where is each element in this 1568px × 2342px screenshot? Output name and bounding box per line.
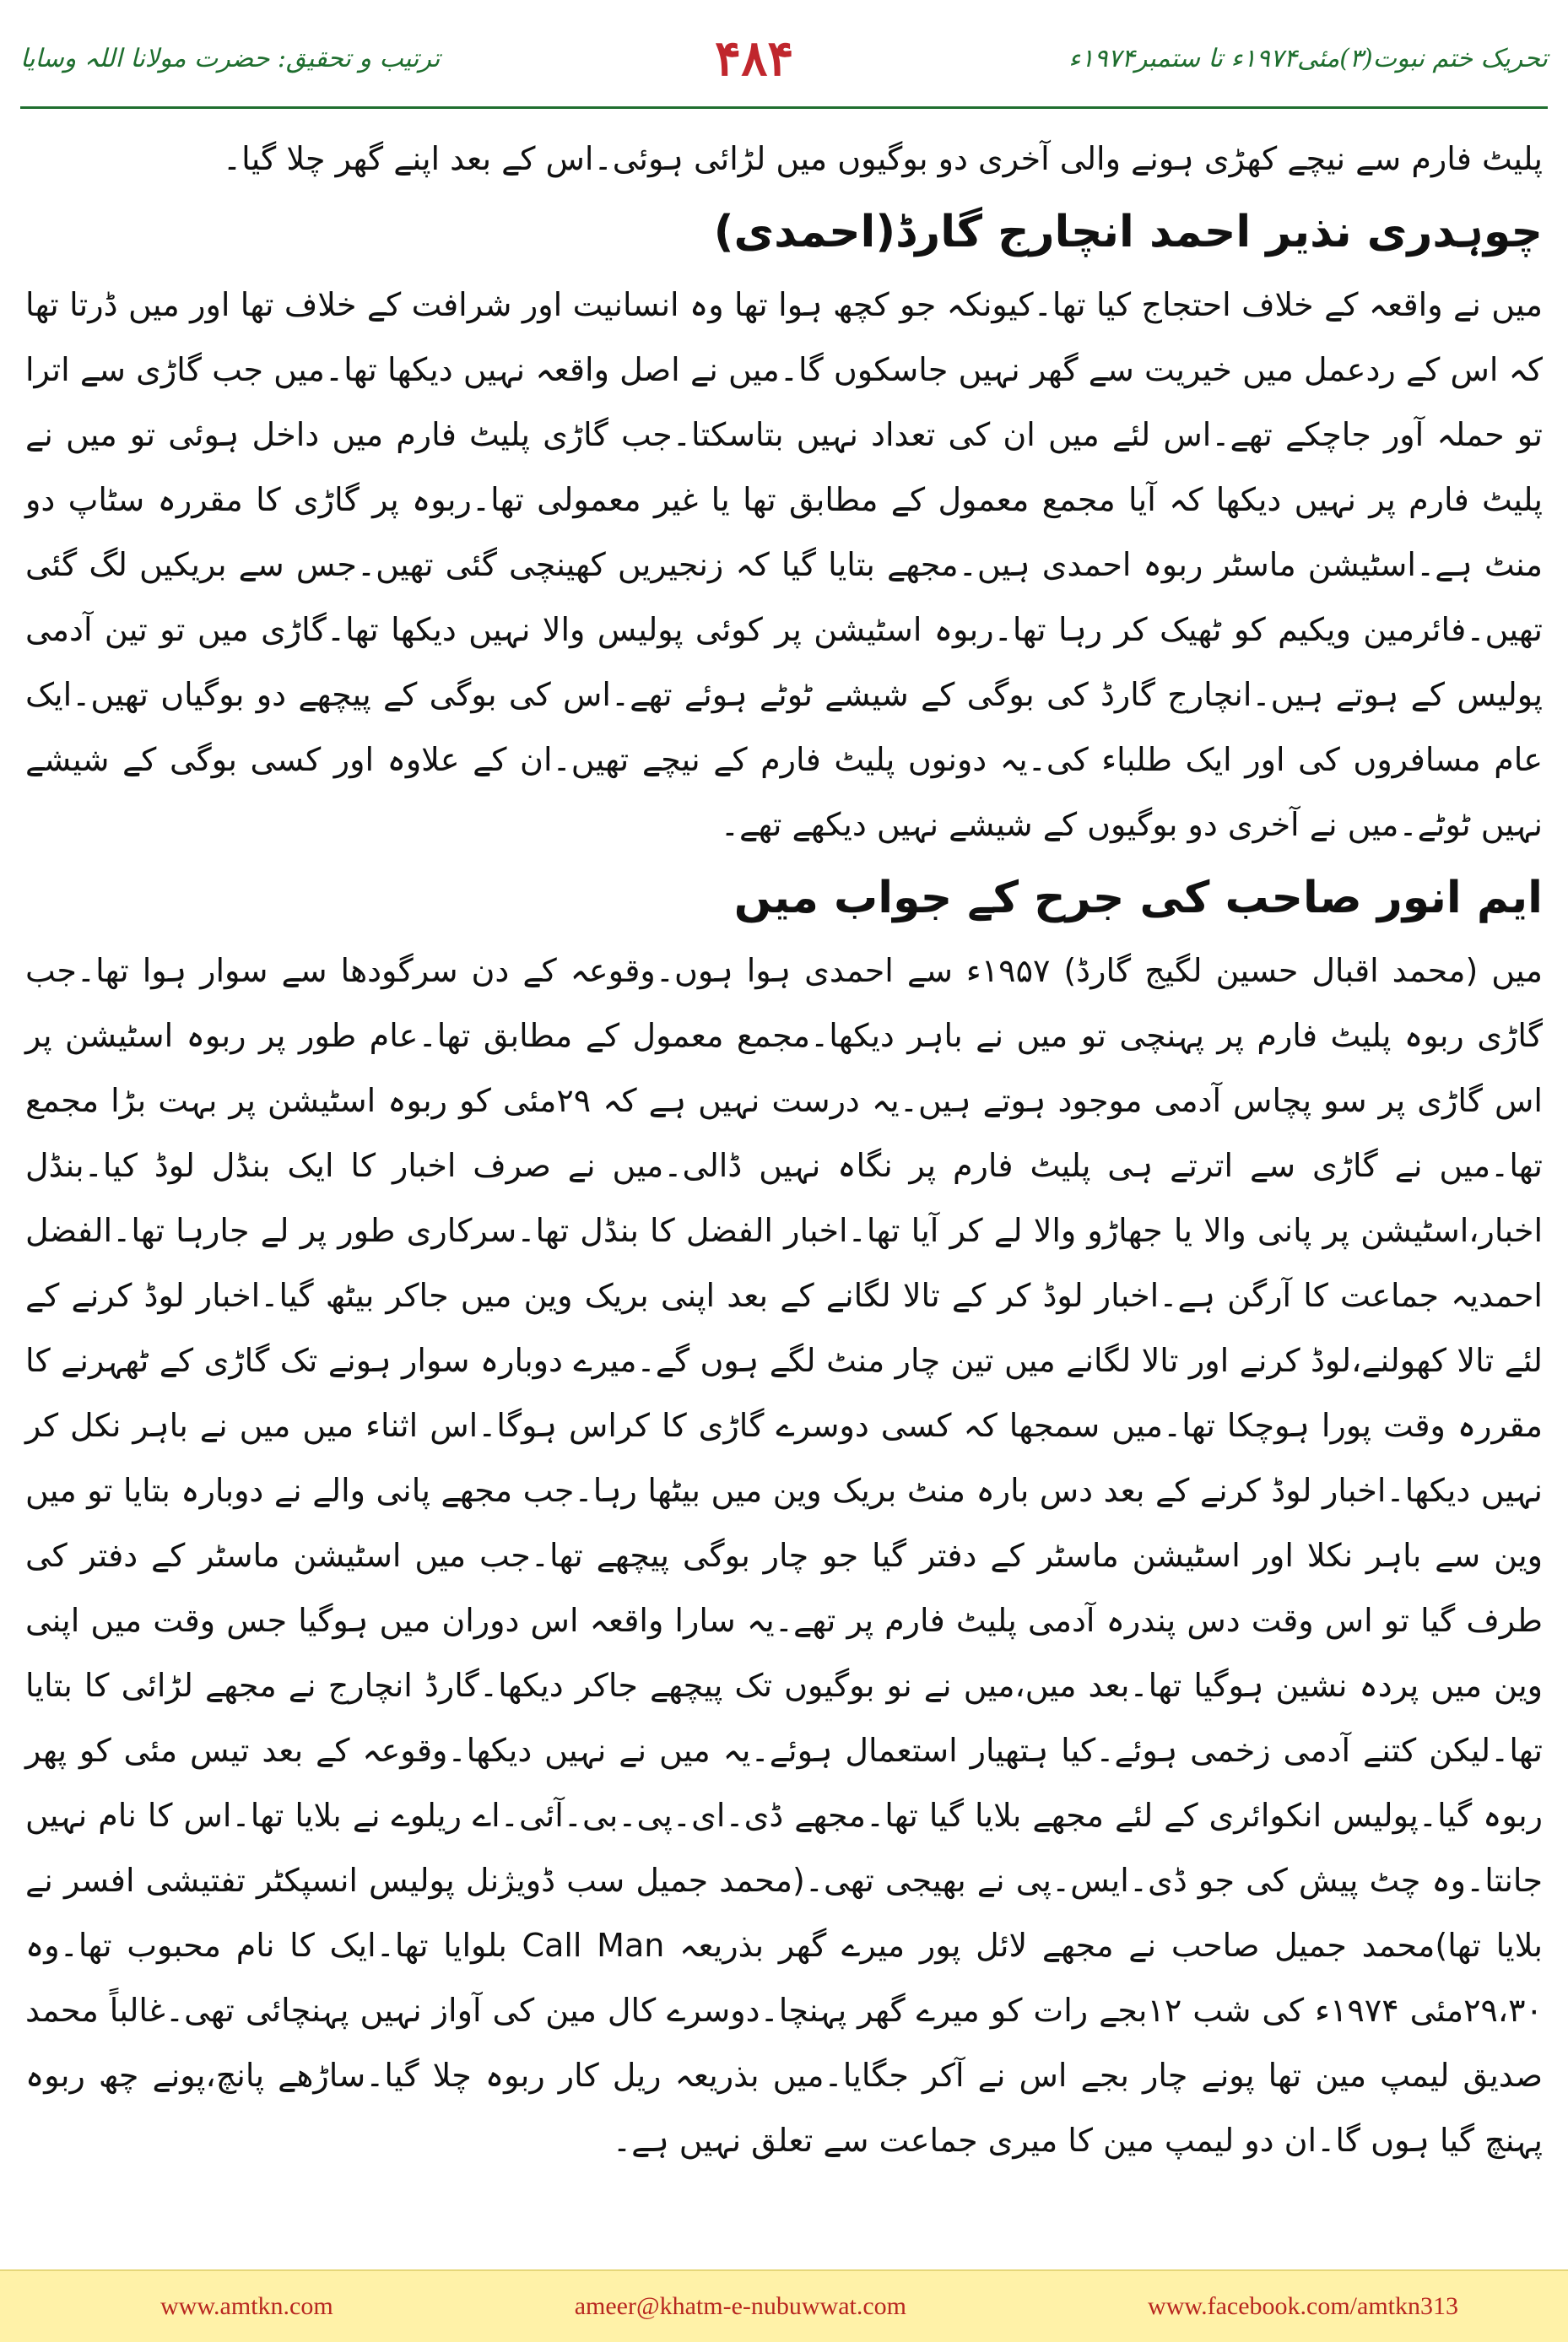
section-heading-1: چوہدری نذیر احمد انچارج گارڈ(احمدی) — [713, 207, 1543, 257]
compiler-credit: ترتیب و تحقیق: حضرت مولانا اللہ وسایا — [20, 43, 441, 73]
statement-paragraph-1: میں نے واقعہ کے خلاف احتجاج کیا تھا۔کیونکہ جو کچھ ہوا تھا وہ انسانیت اور شرافت کے خلاف تھا اور میں ڈرتا تھا کہ اس کے ردعمل میں خیریت سے گھر نہیں جاسکوں گا۔میں نے اصل واقعہ نہیں دیکھا تھا۔میں جب گاڑی سے اترا تو حملہ آور جاچکے تھے۔اس لئے میں ان کی تعداد نہیں بتاسکتا۔جب گاڑی پلیٹ فارم میں داخل ہوئی تو میں نے پلیٹ فارم پر نہیں دیکھا کہ آیا مجمع معمول کے مطابق تھا یا غیر معمولی تھا۔ربوہ پر گاڑی کا مقررہ سٹاپ دو منٹ ہے۔اسٹیشن ماسٹر ربوہ احمدی ہیں۔مجھے بتایا گیا کہ زنجیریں کھینچی گئی تھیں۔جس سے بریکیں لگ گئی تھیں۔فائرمین ویکیم کو ٹھیک کر رہا تھا۔ربوہ اسٹیشن پر کوئی پولیس والا نہیں دیکھا تھا۔گاڑی میں تو تین آدمی پولیس کے ہوتے ہیں۔انچارج گارڈ کی بوگی کے شیشے ٹوٹے ہوئے تھے۔اس کی بوگی کے پیچھے دو بوگیاں تھیں۔ایک عام مسافروں کی اور ایک طلباء کی۔یہ دونوں پلیٹ فارم کے نیچے تھیں۔ان کے علاوہ اور کسی بوگی کے شیشے نہیں ٹوٹے۔میں نے آخری دو بوگیوں کے شیشے نہیں دیکھے تھے۔ — [25, 286, 1543, 843]
page-number: ۴۸۴ — [715, 30, 794, 87]
article-body — [25, 127, 1543, 2215]
statement-paragraph-2: میں (محمد اقبال حسین لگیج گارڈ) ۱۹۵۷ء سے احمدی ہوا ہوں۔وقوعہ کے دن سرگودھا سے سوار ہوا تھا۔جب گاڑی ربوہ پلیٹ فارم پر پہنچی تو میں نے باہر دیکھا۔مجمع معمول کے مطابق تھا۔عام طور پر ربوہ اسٹیشن پر اس گاڑی پر سو پچاس آدمی موجود ہوتے ہیں۔یہ درست نہیں ہے کہ ۲۹مئی کو ربوہ اسٹیشن پر بہت بڑا مجمع تھا۔میں نے گاڑی سے اترتے ہی پلیٹ فارم پر نگاہ نہیں ڈالی۔میں نے صرف اخبار کا ایک بنڈل لوڈ کیا۔بنڈل اخبار،اسٹیشن پر پانی والا یا جھاڑو والا لے کر آیا تھا۔اخبار الفضل کا بنڈل تھا۔سرکاری طور پر لے جارہا تھا۔الفضل احمدیہ جماعت کا آرگن ہے۔اخبار لوڈ کر کے تالا لگانے کے بعد اپنی بریک وین میں جاکر بیٹھ گیا۔اخبار لوڈ کرنے کے لئے تالا کھولنے،لوڈ کرنے اور تالا لگانے میں تین چار منٹ لگے ہوں گے۔میرے دوبارہ سوار ہونے تک گاڑی کے ٹھہرنے کا مقررہ وقت پورا ہوچکا تھا۔میں سمجھا کہ کسی دوسرے گاڑی کا کراس ہوگا۔اس اثناء میں میں نے باہر نکل کر نہیں دیکھا۔اخبار لوڈ کرنے کے بعد دس بارہ منٹ بریک وین میں بیٹھا رہا۔جب مجھے پانی والے نے دوبارہ بتایا تو میں وین سے باہر نکلا اور اسٹیشن ماسٹر کے دفتر گیا جو چار بوگی پیچھے تھا۔جب میں اسٹیشن ماسٹر کے دفتر کی طرف گیا تو اس وقت دس پندرہ آدمی پلیٹ فارم پر تھے۔یہ سارا واقعہ اس دوران میں ہوگیا جس وقت میں اپنی وین میں پردہ نشین ہوگیا تھا۔بعد میں،میں نے نو بوگیوں تک پیچھے جاکر دیکھا۔گارڈ انچارج نے مجھے لڑائی کا بتایا تھا۔لیکن کتنے آدمی زخمی ہوئے۔کیا ہتھیار استعمال ہوئے۔یہ میں نے نہیں دیکھا۔وقوعہ کے بعد تیس مئی کو پھر ربوہ گیا۔پولیس انکوائری کے لئے مجھے بلایا گیا تھا۔مجھے ڈی۔ای۔پی۔بی۔آئی۔اے ریلوے نے بلایا تھا۔اس کا نام نہیں جانتا۔وہ چٹ پیش کی جو ڈی۔ایس۔پی نے بھیجی تھی۔(محمد جمیل سب ڈویژنل پولیس انسپکٹر تفتیشی افسر نے بلایا تھا)محمد جمیل صاحب نے مجھے لائل پور میرے گھر بذریعہ Call Man بلوایا تھا۔ایک کا نام محبوب تھا۔وہ ۲۹،۳۰مئی ۱۹۷۴ء کی شب ۱۲بجے رات کو میرے گھر پہنچا۔دوسرے کال مین کی آواز نہیں پہنچائی تھی۔غالباً محمد صدیق لیمپ مین تھا پونے چار بجے اس نے آکر جگایا۔میں بذریعہ ریل کار ربوہ چلا گیا۔ساڑھے پانچ،پونے چھ ربوہ پہنچ گیا ہوں گا۔ان دو لیمپ مین کا میری جماعت سے تعلق نہیں ہے۔ — [25, 952, 1544, 2159]
facebook-link[interactable]: www.facebook.com/amtkn313 — [1148, 2292, 1458, 2320]
page-footer — [0, 2269, 1568, 2342]
website-link[interactable]: www.amtkn.com — [160, 2292, 333, 2320]
intro-paragraph: پلیٹ فارم سے نیچے کھڑی ہونے والی آخری دو بوگیوں میں لڑائی ہوئی۔اس کے بعد اپنے گھر چلا گیا۔ — [222, 140, 1543, 177]
section-heading-2: ایم انور صاحب کی جرح کے جواب میں — [733, 873, 1543, 923]
header-divider — [20, 106, 1548, 109]
email-link[interactable]: ameer@khatm-e-nubuwwat.com — [574, 2292, 907, 2320]
series-title: تحریک ختم نبوت(۳)مئی۱۹۷۴ء تا ستمبر۱۹۷۴ء — [1068, 43, 1548, 73]
page-header — [20, 12, 1548, 105]
